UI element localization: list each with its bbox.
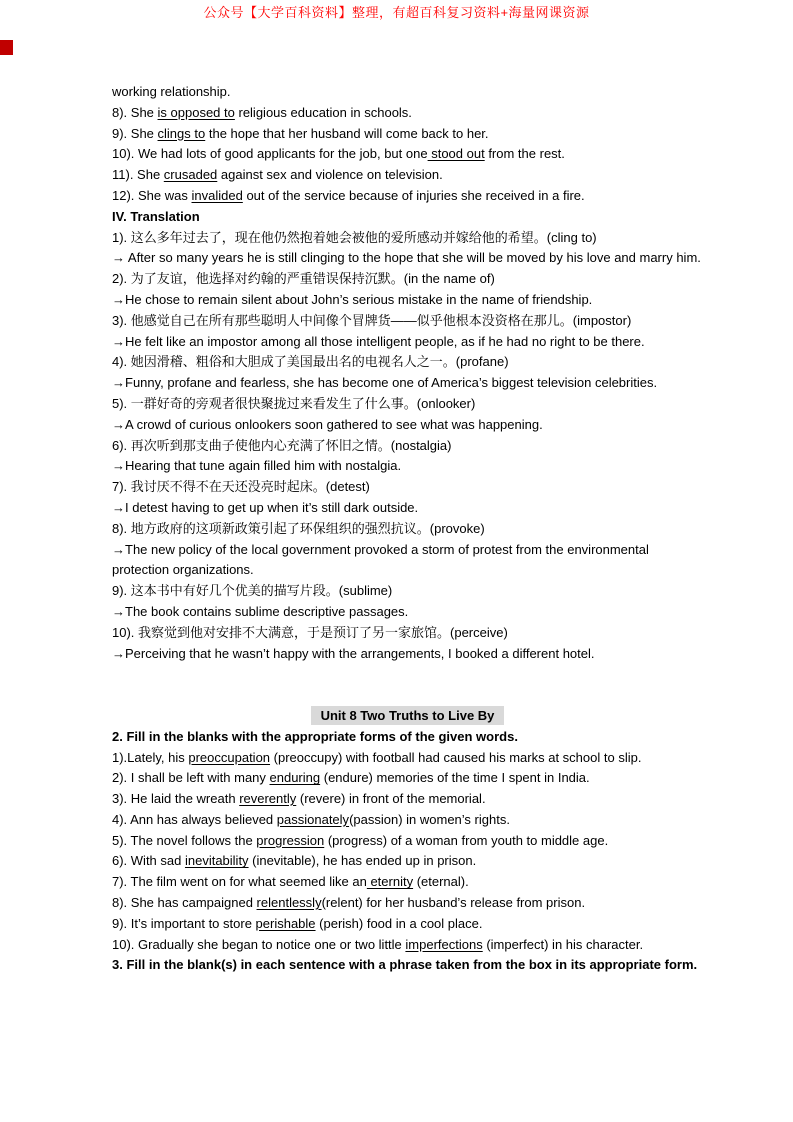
section-heading-phrase-box xyxy=(112,955,703,976)
text-segment: 1). 这么多年过去了，现在他仍然抱着她会被他的爱所感动并嫁给他的希望。(cling to) xyxy=(112,229,597,245)
text-segment: 2. Fill in the blanks with the appropriate forms of the given words. xyxy=(112,728,518,744)
text-segment: 3). He laid the wreath xyxy=(112,791,240,807)
unit-title xyxy=(112,706,703,727)
text-segment: 7). 我讨厌不得不在天还没亮时起床。(detest) xyxy=(112,479,370,495)
doc-line xyxy=(112,144,703,165)
doc-line xyxy=(112,103,703,124)
fill-in-answer: crusaded xyxy=(163,167,218,183)
fill-in-answer: enduring xyxy=(269,770,321,786)
red-corner-mark xyxy=(0,40,13,55)
doc-line xyxy=(112,332,703,353)
doc-line xyxy=(112,82,703,103)
text-segment: religious education in schools. xyxy=(234,104,412,120)
fill-in-answer: relentlessly xyxy=(256,895,322,911)
text-segment: (progress) of a woman from youth to middle age. xyxy=(324,832,609,848)
fill-in-answer: passionately xyxy=(276,811,350,827)
text-segment: 9). 这本书中有好几个优美的描写片段。(sublime) xyxy=(112,583,393,599)
fill-in-answer: inevitability xyxy=(184,853,249,869)
text-segment: 9). She xyxy=(112,125,158,141)
fill-in-answer: progression xyxy=(256,832,325,848)
blank-line xyxy=(112,664,703,685)
doc-line xyxy=(112,456,703,477)
doc-line xyxy=(112,581,703,602)
text-segment: 10). We had lots of good applicants for the job, but one xyxy=(112,146,428,162)
text-segment: (inevitable), he has ended up in prison. xyxy=(248,853,477,869)
section-heading-translation xyxy=(112,207,703,228)
text-segment: the hope that her husband will come back to her. xyxy=(205,125,489,141)
doc-line xyxy=(112,248,703,269)
page-header-watermark: 公众号【大学百科资料】整理，有超百科复习资料+海量网课资源 xyxy=(203,5,590,20)
fill-in-answer: is opposed to xyxy=(157,104,235,120)
text-segment: →Funny, profane and fearless, she has become one of America’s biggest television celebrities. xyxy=(112,375,658,391)
text-segment: (endure) memories of the time I spent in India. xyxy=(320,770,590,786)
doc-line xyxy=(112,477,703,498)
text-segment: (eternal). xyxy=(413,874,469,890)
text-segment: 4). 她因滑稽、粗俗和大胆成了美国最出名的电视名人之一。(profane) xyxy=(112,354,509,370)
text-segment: 12). She was xyxy=(112,187,192,203)
doc-line xyxy=(112,436,703,457)
text-segment: →He felt like an impostor among all those intelligent people, as if he had no right to be there. xyxy=(112,333,645,349)
doc-line xyxy=(112,228,703,249)
unit-title-highlight xyxy=(311,706,505,725)
text-segment: 10). Gradually she began to notice one or two little xyxy=(112,936,406,952)
text-segment: 5). 一群好奇的旁观者很快聚拢过来看发生了什么事。(onlooker) xyxy=(112,395,476,411)
fill-in-answer: preoccupation xyxy=(188,749,271,765)
doc-line xyxy=(112,893,703,914)
text-segment: out of the service because of injuries she received in a fire. xyxy=(242,187,585,203)
text-segment: 5). The novel follows the xyxy=(112,832,257,848)
text-segment: IV. Translation xyxy=(112,208,200,224)
document-body xyxy=(112,82,703,976)
text-segment: 3). 他感觉自己在所有那些聪明人中间像个冒牌货——似乎他根本没资格在那儿。(impostor) xyxy=(112,312,632,328)
doc-line xyxy=(112,872,703,893)
doc-line xyxy=(112,394,703,415)
doc-line xyxy=(112,789,703,810)
text-segment: 7). The film went on for what seemed like an xyxy=(112,874,367,890)
fill-in-answer: invalided xyxy=(191,187,243,203)
doc-line xyxy=(112,352,703,373)
text-segment: (passion) in women’s rights. xyxy=(349,811,510,827)
doc-line xyxy=(112,165,703,186)
doc-line xyxy=(112,540,703,582)
fill-in-answer: reverently xyxy=(239,791,297,807)
text-segment: 3. Fill in the blank(s) in each sentence with a phrase taken from the box in its appropriate form. xyxy=(112,957,698,973)
fill-in-answer: imperfections xyxy=(405,936,483,952)
doc-line xyxy=(112,935,703,956)
text-segment: →I detest having to get up when it’s still dark outside. xyxy=(112,499,419,515)
text-segment: → After so many years he is still clinging to the hope that she will be moved by his love and marry him. xyxy=(112,250,701,266)
doc-line xyxy=(112,748,703,769)
doc-line xyxy=(112,186,703,207)
text-segment: →He chose to remain silent about John’s serious mistake in the name of friendship. xyxy=(112,291,593,307)
doc-line xyxy=(112,602,703,623)
doc-line xyxy=(112,498,703,519)
doc-line xyxy=(112,914,703,935)
doc-line xyxy=(112,124,703,145)
doc-line xyxy=(112,623,703,644)
fill-in-answer: stood out xyxy=(427,146,485,162)
text-segment: working relationship. xyxy=(112,84,231,99)
text-segment: (imperfect) in his character. xyxy=(482,936,644,952)
text-segment: 11). She xyxy=(112,167,164,183)
blank-line xyxy=(112,685,703,706)
doc-line xyxy=(112,373,703,394)
text-segment: 1).Lately, his xyxy=(112,749,189,765)
doc-line xyxy=(112,269,703,290)
text-segment: Unit 8 Two Truths to Live By xyxy=(320,707,495,723)
doc-line xyxy=(112,415,703,436)
text-segment: →Hearing that tune again filled him with nostalgia. xyxy=(112,458,402,474)
doc-line xyxy=(112,831,703,852)
text-segment: 8). She xyxy=(112,104,158,120)
text-segment: (revere) in front of the memorial. xyxy=(296,791,486,807)
fill-in-answer: perishable xyxy=(255,915,316,931)
doc-line xyxy=(112,768,703,789)
text-segment: →The new policy of the local government provoked a storm of protest from the environmental protection organizations. xyxy=(112,541,649,578)
text-segment: (perish) food in a cool place. xyxy=(315,915,483,931)
text-segment: 4). Ann has always believed xyxy=(112,811,277,827)
text-segment: from the rest. xyxy=(484,146,565,162)
doc-line xyxy=(112,810,703,831)
text-segment: 6). With sad xyxy=(112,853,185,869)
text-segment: →Perceiving that he wasn’t happy with the arrangements, I booked a different hotel. xyxy=(112,645,595,661)
text-segment: (relent) for her husband’s release from prison. xyxy=(321,895,586,911)
text-segment: (preoccupy) with football had caused his marks at school to slip. xyxy=(270,749,642,765)
doc-line xyxy=(112,644,703,665)
doc-line xyxy=(112,851,703,872)
fill-in-answer: eternity xyxy=(366,874,414,890)
doc-line xyxy=(112,519,703,540)
text-segment: 10). 我察觉到他对安排不大满意，于是预订了另一家旅馆。(perceive) xyxy=(112,624,508,640)
section-heading-fill-blanks xyxy=(112,727,703,748)
text-segment: →A crowd of curious onlookers soon gathered to see what was happening. xyxy=(112,416,543,432)
fill-in-answer: clings to xyxy=(157,125,206,141)
text-segment: →The book contains sublime descriptive passages. xyxy=(112,603,409,619)
text-segment: 9). It’s important to store xyxy=(112,915,256,931)
text-segment: against sex and violence on television. xyxy=(217,167,443,183)
text-segment: 6). 再次听到那支曲子使他内心充满了怀旧之情。(nostalgia) xyxy=(112,437,452,453)
text-segment: 2). I shall be left with many xyxy=(112,770,270,786)
text-segment: 8). She has campaigned xyxy=(112,895,257,911)
text-segment: 2). 为了友谊，他选择对约翰的严重错误保持沉默。(in the name of) xyxy=(112,271,495,287)
text-segment: 8). 地方政府的这项新政策引起了环保组织的强烈抗议。(provoke) xyxy=(112,520,485,536)
doc-line xyxy=(112,311,703,332)
doc-line xyxy=(112,290,703,311)
